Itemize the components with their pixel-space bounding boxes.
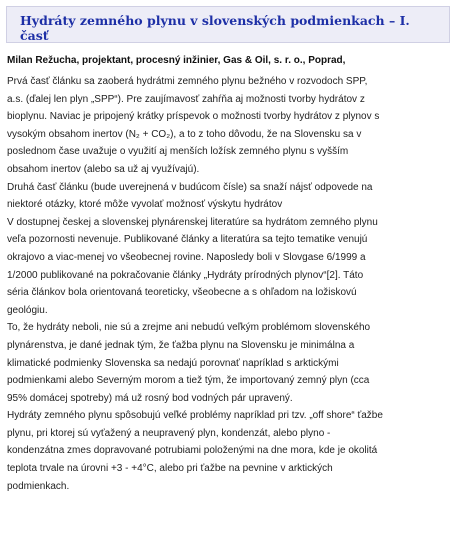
title-banner — [6, 6, 450, 43]
article-body — [7, 52, 449, 495]
body-line: Prvá časť článku sa zaoberá hydrátmi zemného plynu bežného v rozvodoch SPP, — [7, 76, 368, 87]
body-line: plynárenstva, je dané jednak tým, že ťažba plynu na Slovensku je minimálna a — [7, 339, 355, 351]
body-line: 95% domácej spotreby) má už rosný bod vodných pár upravený. — [7, 392, 293, 404]
body-line: plynu, pri ktorej sú vyťažený a neupravený plyn, kondenzát, alebo plyno - — [7, 427, 331, 439]
body-line: klimatické podmienky Slovenska sa nedajú porovnať napríklad s arktickými — [7, 357, 339, 369]
article-title: Hydráty zemného plynu v slovenských podmienkach – I. časť — [20, 13, 410, 43]
body-line: 1/2000 publikované na pokračovanie články „Hydráty prírodných plynov“[2]. Táto — [7, 269, 364, 281]
body-line: podmienkami alebo Severným morom a tiež tým, že importovaný zemný plyn (cca — [7, 375, 370, 387]
body-line: bioplynu. Naviac je pripojený krátky príspevok o možnosti tvorby hydrátov z plynov s — [7, 111, 380, 123]
body-line: kondenzátna zmes dopravované potrubiami položenými na dne mora, kde je okolitá — [7, 445, 378, 457]
body-line: séria článkov bola orientovaná teoreticky, všeobecne a s ohľadom na ložiskovú — [7, 287, 357, 299]
body-line: teplota trvale na úrovni +3 - +4°C, alebo pri ťažbe na pevnine v arktických — [7, 463, 333, 475]
body-line: obsahom inertov (alebo sa už aj využívajú). — [7, 163, 200, 175]
body-line: vysokým obsahom inertov (N₂ + CO₂), a to z toho dôvodu, že na Slovensku sa v — [7, 128, 362, 140]
author-line: Milan Režucha, projektant, procesný inžinier, Gas & Oil, s. r. o., Poprad, — [7, 55, 346, 66]
body-line: To, že hydráty neboli, nie sú a zrejme ani nebudú veľkým problémom slovenského — [7, 322, 371, 334]
body-line: Hydráty zemného plynu spôsobujú veľké problémy napríklad pri tzv. „off shore“ ťažbe — [7, 410, 383, 422]
body-line: a.s. (ďalej len plyn „SPP“). Pre zaujímavosť zahŕňa aj možnosti tvorby hydrátov z — [7, 93, 365, 105]
body-line: niektoré otázky, ktoré môže vyvolať možnosť výskytu hydrátov — [7, 199, 283, 211]
body-line: geológiu. — [7, 304, 48, 316]
body-line: Druhá časť článku (bude uverejnená v budúcom čísle) sa snaží nájsť odpovede na — [7, 181, 373, 193]
body-line: okrajovo a viac-menej vo všeobecnej rovine. Naposledy boli v Slovgase 6/1999 a — [7, 251, 366, 263]
body-line: podmienkach. — [7, 480, 70, 492]
body-line: V dostupnej českej a slovenskej plynárenskej literatúre sa hydrátom zemného plynu — [7, 216, 378, 228]
body-line: poslednom čase uvažuje o využití aj menších ložísk zemného plynu s vyšším — [7, 146, 349, 158]
body-line: veľa pozornosti nevenuje. Publikované články a literatúra sa tejto tematike venujú — [7, 234, 368, 246]
